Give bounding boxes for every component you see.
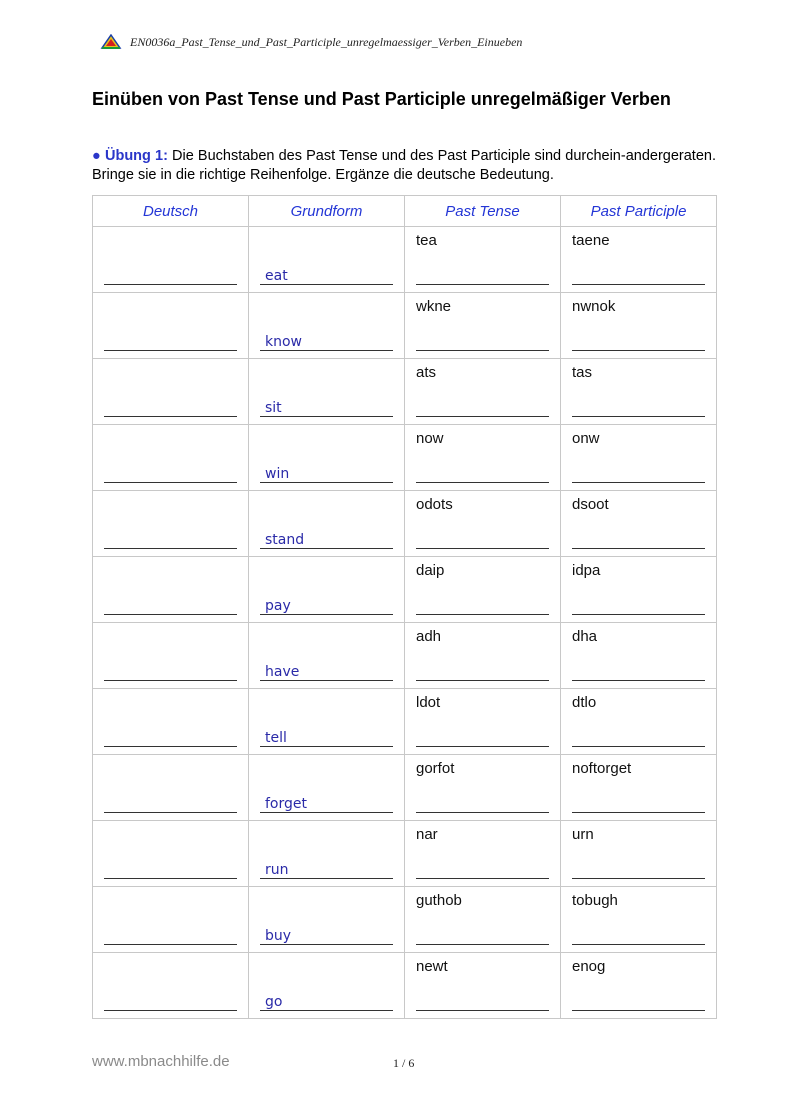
table-row [93, 755, 717, 821]
deutsch-answer-field[interactable] [104, 944, 237, 945]
bullet-icon: ● [92, 148, 101, 164]
deutsch-cell [93, 491, 249, 557]
past-participle-answer-field[interactable] [572, 812, 705, 813]
base-form: forget [260, 796, 393, 813]
deutsch-answer-field[interactable] [104, 680, 237, 681]
past-tense-cell [405, 293, 561, 359]
scrambled-past-participle: nwnok [572, 298, 616, 315]
deutsch-answer-field[interactable] [104, 614, 237, 615]
exercise-instruction [92, 147, 716, 185]
past-tense-answer-field[interactable] [416, 878, 549, 879]
table-header-row [93, 196, 717, 227]
past-participle-answer-field[interactable] [572, 350, 705, 351]
base-form: win [260, 466, 393, 483]
past-participle-answer-field[interactable] [572, 416, 705, 417]
grundform-cell [249, 755, 405, 821]
past-participle-cell [561, 887, 717, 953]
base-form: sit [260, 400, 393, 417]
column-header-past-tense: Past Tense [405, 196, 561, 227]
table-row [93, 557, 717, 623]
scrambled-past-tense: newt [416, 958, 448, 975]
table-row [93, 821, 717, 887]
base-form: buy [260, 928, 393, 945]
exercise-label: Übung 1: [104, 148, 168, 164]
base-form: run [260, 862, 393, 879]
past-tense-answer-field[interactable] [416, 614, 549, 615]
deutsch-cell [93, 293, 249, 359]
deutsch-cell [93, 821, 249, 887]
table-row [93, 953, 717, 1019]
past-tense-answer-field[interactable] [416, 350, 549, 351]
past-tense-answer-field[interactable] [416, 1010, 549, 1011]
deutsch-answer-field[interactable] [104, 548, 237, 549]
past-participle-answer-field[interactable] [572, 944, 705, 945]
grundform-cell [249, 359, 405, 425]
past-tense-answer-field[interactable] [416, 284, 549, 285]
table-row [93, 293, 717, 359]
verb-table [92, 195, 717, 1019]
past-participle-cell [561, 425, 717, 491]
past-participle-cell [561, 227, 717, 293]
base-form: tell [260, 730, 393, 747]
past-participle-answer-field[interactable] [572, 1010, 705, 1011]
past-participle-cell [561, 821, 717, 887]
deutsch-cell [93, 887, 249, 953]
scrambled-past-tense: adh [416, 628, 442, 645]
grundform-cell [249, 557, 405, 623]
column-header-past-participle: Past Participle [561, 196, 717, 227]
deutsch-cell [93, 689, 249, 755]
table-row [93, 689, 717, 755]
base-form: stand [260, 532, 393, 549]
base-form: pay [260, 598, 393, 615]
past-tense-answer-field[interactable] [416, 680, 549, 681]
table-row [93, 425, 717, 491]
past-tense-cell [405, 491, 561, 557]
column-header-grundform: Grundform [249, 196, 405, 227]
base-form: eat [260, 268, 393, 285]
grundform-cell [249, 821, 405, 887]
past-tense-answer-field[interactable] [416, 416, 549, 417]
deutsch-answer-field[interactable] [104, 416, 237, 417]
past-tense-cell [405, 953, 561, 1019]
past-participle-cell [561, 359, 717, 425]
past-participle-answer-field[interactable] [572, 482, 705, 483]
grundform-cell [249, 293, 405, 359]
scrambled-past-tense: daip [416, 562, 445, 579]
past-tense-answer-field[interactable] [416, 944, 549, 945]
past-participle-cell [561, 293, 717, 359]
past-tense-cell [405, 689, 561, 755]
past-participle-cell [561, 689, 717, 755]
deutsch-cell [93, 227, 249, 293]
base-form: know [260, 334, 393, 351]
deutsch-answer-field[interactable] [104, 746, 237, 747]
column-header-deutsch: Deutsch [93, 196, 249, 227]
table-row [93, 623, 717, 689]
past-tense-answer-field[interactable] [416, 548, 549, 549]
past-participle-cell [561, 953, 717, 1019]
deutsch-cell [93, 623, 249, 689]
scrambled-past-participle: tobugh [572, 892, 618, 909]
past-tense-cell [405, 623, 561, 689]
deutsch-cell [93, 953, 249, 1019]
deutsch-answer-field[interactable] [104, 812, 237, 813]
deutsch-answer-field[interactable] [104, 350, 237, 351]
past-participle-answer-field[interactable] [572, 284, 705, 285]
scrambled-past-participle: dtlo [572, 694, 597, 711]
scrambled-past-tense: nar [416, 826, 438, 843]
grundform-cell [249, 953, 405, 1019]
past-tense-cell [405, 359, 561, 425]
scrambled-past-tense: guthob [416, 892, 462, 909]
table-row [93, 359, 717, 425]
past-participle-cell [561, 491, 717, 557]
mbnachhilfe-logo-icon [100, 34, 122, 50]
scrambled-past-participle: tas [572, 364, 593, 381]
table-row [93, 887, 717, 953]
deutsch-answer-field[interactable] [104, 878, 237, 879]
past-participle-answer-field[interactable] [572, 548, 705, 549]
past-participle-answer-field[interactable] [572, 614, 705, 615]
scrambled-past-tense: odots [416, 496, 453, 513]
past-tense-cell [405, 425, 561, 491]
page-number: 1 / 6 [393, 1056, 415, 1070]
past-participle-answer-field[interactable] [572, 746, 705, 747]
scrambled-past-participle: noftorget [572, 760, 632, 777]
base-form: have [260, 664, 393, 681]
page-title: Einüben von Past Tense und Past Participle unregelmäßiger Verben [92, 89, 671, 109]
deutsch-cell [93, 755, 249, 821]
scrambled-past-participle: dsoot [572, 496, 609, 513]
past-participle-cell [561, 557, 717, 623]
document-header [100, 32, 522, 52]
instruction-text: Die Buchstaben des Past Tense und des Past Participle sind durchein-andergeraten. Bringe sie in die richtige Reihenfolge. Ergänze die deutsche Bedeutung. [92, 148, 716, 183]
grundform-cell [249, 491, 405, 557]
scrambled-past-participle: enog [572, 958, 606, 975]
grundform-cell [249, 425, 405, 491]
scrambled-past-participle: taene [572, 232, 610, 249]
past-tense-cell [405, 821, 561, 887]
scrambled-past-participle: idpa [572, 562, 601, 579]
past-tense-answer-field[interactable] [416, 812, 549, 813]
grundform-cell [249, 689, 405, 755]
table-row [93, 227, 717, 293]
past-participle-answer-field[interactable] [572, 878, 705, 879]
past-participle-answer-field[interactable] [572, 680, 705, 681]
deutsch-answer-field[interactable] [104, 1010, 237, 1011]
grundform-cell [249, 623, 405, 689]
past-tense-answer-field[interactable] [416, 746, 549, 747]
past-tense-cell [405, 227, 561, 293]
deutsch-answer-field[interactable] [104, 482, 237, 483]
scrambled-past-tense: tea [416, 232, 437, 249]
past-participle-cell [561, 623, 717, 689]
past-tense-cell [405, 557, 561, 623]
scrambled-past-tense: now [416, 430, 444, 447]
footer-url: www.mbnachhilfe.de [92, 1053, 230, 1070]
document-id: EN0036a_Past_Tense_und_Past_Participle_unregelmaessiger_Verben_Einueben [130, 34, 523, 49]
scrambled-past-tense: ldot [416, 694, 441, 711]
past-tense-cell [405, 887, 561, 953]
deutsch-cell [93, 557, 249, 623]
scrambled-past-tense: wkne [416, 298, 452, 315]
table-row [93, 491, 717, 557]
base-form: go [260, 994, 393, 1011]
deutsch-answer-field[interactable] [104, 284, 237, 285]
grundform-cell [249, 227, 405, 293]
scrambled-past-participle: onw [572, 430, 600, 447]
deutsch-cell [93, 359, 249, 425]
scrambled-past-participle: dha [572, 628, 598, 645]
scrambled-past-participle: urn [572, 826, 594, 843]
past-tense-cell [405, 755, 561, 821]
table-body [93, 227, 717, 1019]
scrambled-past-tense: gorfot [416, 760, 455, 777]
past-participle-cell [561, 755, 717, 821]
scrambled-past-tense: ats [416, 364, 437, 381]
past-tense-answer-field[interactable] [416, 482, 549, 483]
deutsch-cell [93, 425, 249, 491]
grundform-cell [249, 887, 405, 953]
